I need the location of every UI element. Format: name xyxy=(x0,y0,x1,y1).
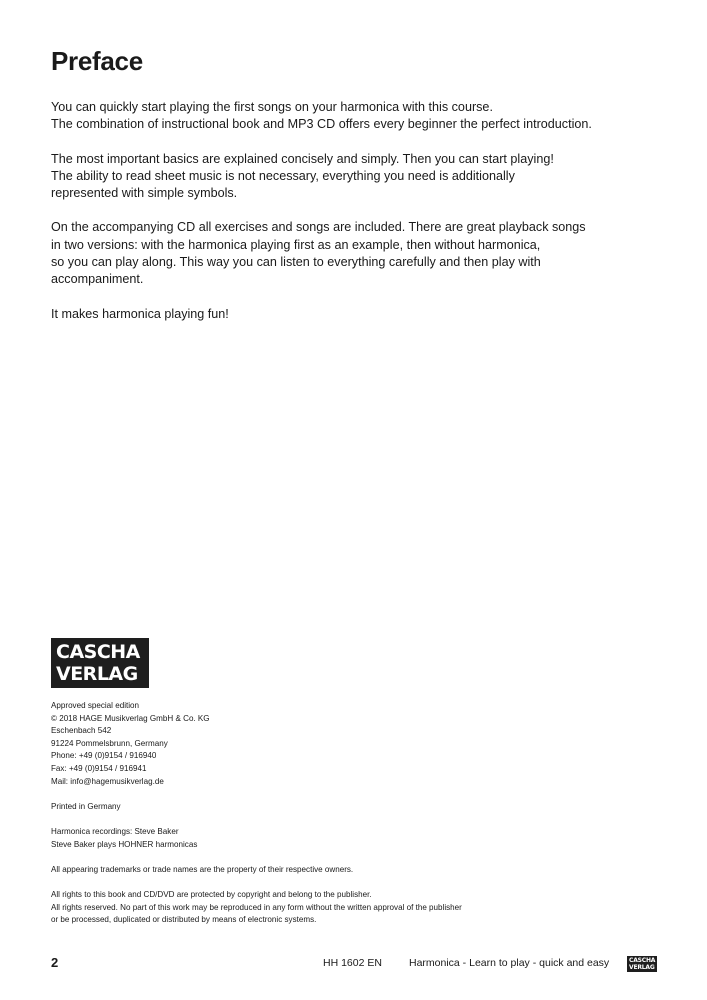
imprint-line: Printed in Germany xyxy=(51,800,121,811)
footer-logo xyxy=(627,956,657,972)
imprint-line: Fax: +49 (0)9154 / 916941 xyxy=(51,762,147,773)
imprint-line: Steve Baker plays HOHNER harmonicas xyxy=(51,838,198,849)
paragraph xyxy=(51,151,651,203)
imprint xyxy=(51,699,462,926)
text-line: so you can play along. This way you can listen to everything carefully and then play with xyxy=(51,255,541,270)
text-line: It makes harmonica playing fun! xyxy=(51,306,229,321)
imprint-line: Phone: +49 (0)9154 / 916940 xyxy=(51,750,157,761)
text-line: The most important basics are explained concisely and simply. Then you can start playing! xyxy=(51,151,554,166)
logo-line: CASCHA xyxy=(56,641,140,663)
imprint-line: Harmonica recordings: Steve Baker xyxy=(51,825,179,836)
paragraph xyxy=(51,306,651,323)
imprint-email: Mail: info@hagemusikverlag.de xyxy=(51,775,164,786)
text-line: You can quickly start playing the first songs on your harmonica with this course. xyxy=(51,100,493,114)
text-line: accompaniment. xyxy=(51,272,144,287)
text-line: On the accompanying CD all exercises and songs are included. There are great playback songs xyxy=(51,220,586,235)
book-code: HH 1602 EN xyxy=(323,957,382,969)
paragraph xyxy=(51,99,651,134)
text-line: The combination of instructional book and MP3 CD offers every beginner the perfect introduction. xyxy=(51,117,592,132)
text-line: The ability to read sheet music is not necessary, everything you need is additionally xyxy=(51,168,515,183)
logo-line: CASCHA xyxy=(629,957,656,964)
text-line: in two versions: with the harmonica playing first as an example, then without harmonica, xyxy=(51,237,541,252)
imprint-line: All appearing trademarks or trade names are the property of their respective owners. xyxy=(51,863,354,874)
page-number: 2 xyxy=(51,955,59,970)
logo-line: VERLAG xyxy=(56,663,138,685)
paragraph xyxy=(51,219,651,288)
imprint-line: Approved special edition xyxy=(51,700,140,710)
imprint-line: Eschenbach 542 xyxy=(51,725,112,736)
imprint-line: © 2018 HAGE Musikverlag GmbH & Co. KG xyxy=(51,712,210,723)
preface-body xyxy=(51,99,651,340)
imprint-line: All rights to this book and CD/DVD are protected by copyright and belong to the publisher. xyxy=(51,888,372,899)
book-title: Harmonica - Learn to play - quick and easy xyxy=(409,957,610,969)
logo-line: VERLAG xyxy=(629,964,655,971)
page-title: Preface xyxy=(51,46,143,76)
imprint-line: All rights reserved. No part of this work may be reproduced in any form without the written approval of the publisher xyxy=(51,901,462,912)
imprint-line: 91224 Pommelsbrunn, Germany xyxy=(51,737,168,748)
text-line: represented with simple symbols. xyxy=(51,186,238,201)
imprint-line: or be processed, duplicated or distributed by means of electronic systems. xyxy=(51,914,317,925)
cascha-verlag-logo xyxy=(51,638,149,688)
